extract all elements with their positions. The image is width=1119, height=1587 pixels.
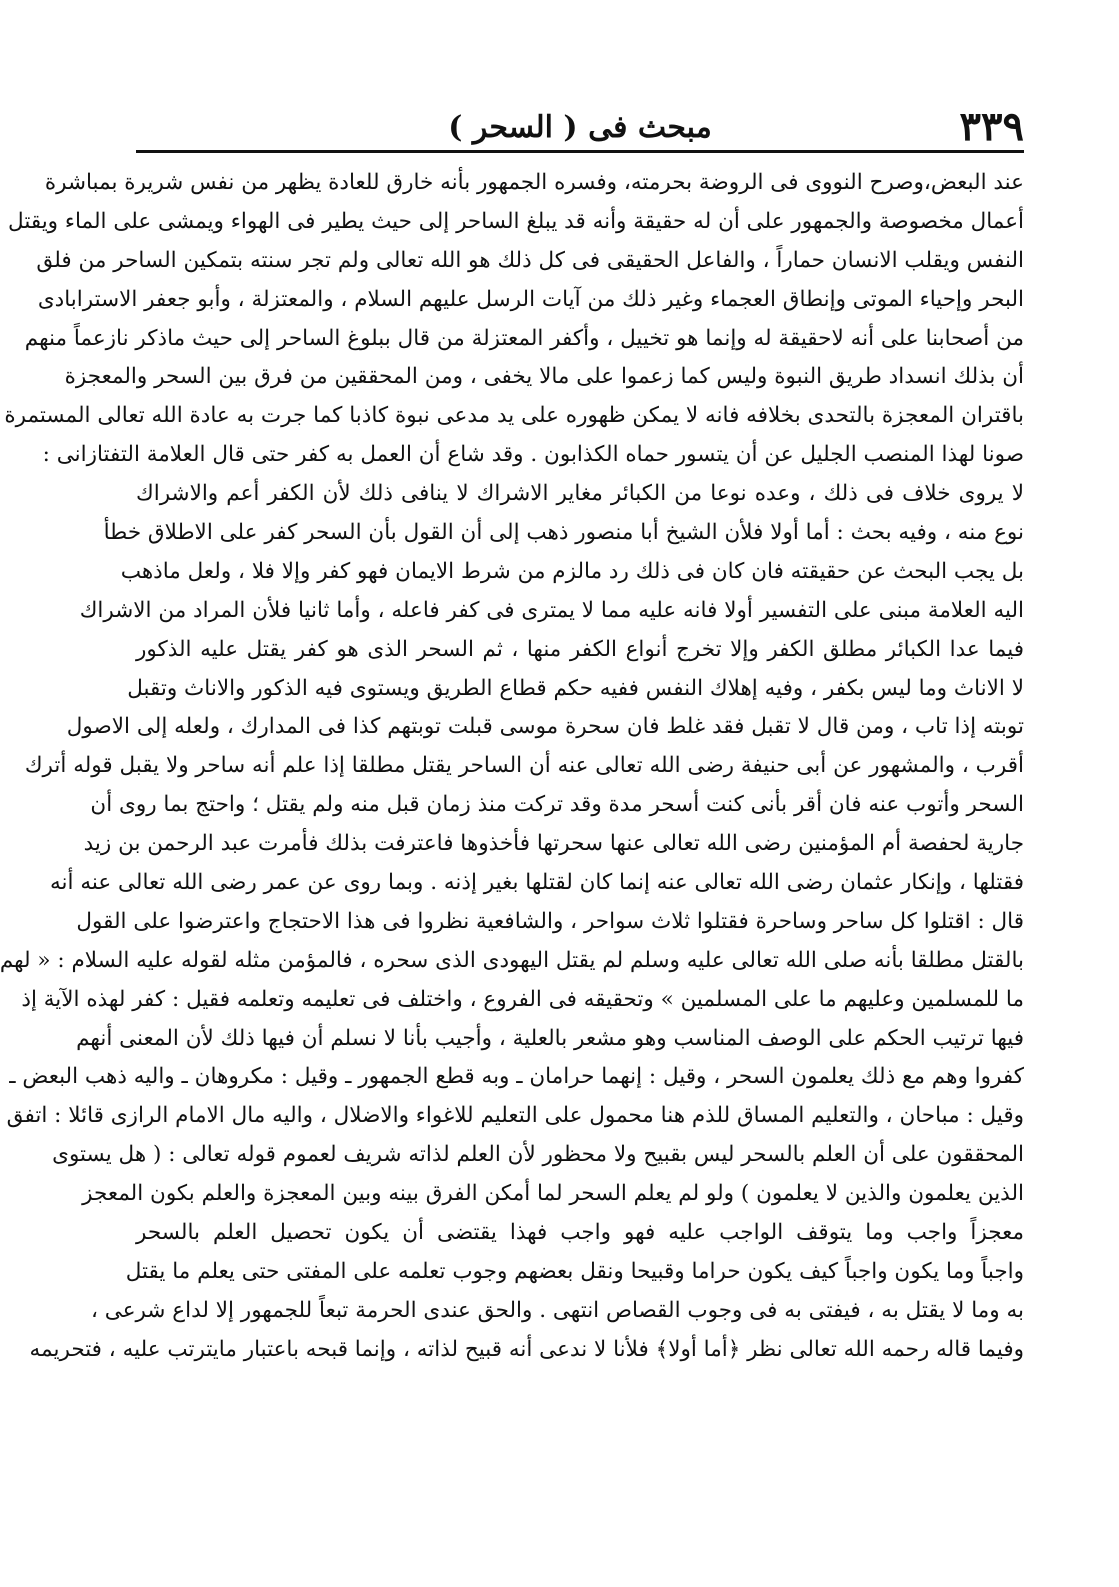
text-line: باقتران المعجزة بالتحدى بخلافه فانه لا يمكن ظهوره على يد مدعى نبوة كاذبا كما جرت به عادة الله تعالى المستمرة	[4, 403, 1024, 429]
text-line: فقتلها ، وإنكار عثمان رضى الله تعالى عنه إنما كان لقتلها بغير إذنه . وبما روى عن عمر رضى الله تعالى عنه أنه	[50, 870, 1024, 896]
running-title: مبحث فى ( السحر )	[448, 110, 712, 145]
text-line: عند البعض،وصرح النووى فى الروضة بحرمته، وفسره الجمهور بأنه خارق للعادة يظهر من نفس شريرة بمباشرة	[44, 170, 1024, 195]
text-line: السحر وأتوب عنه فان أقر بأنى كنت أسحر مدة وقد تركت منذ زمان قبل منه ولم يقتل ؛ واحتج بما روى أن	[90, 792, 1024, 818]
text-line: المحققون على أن العلم بالسحر ليس بقبيح ولا محظور لأن العلم لذاته شريف لعموم قوله تعالى : ( هل يستوى	[52, 1142, 1024, 1168]
text-line: صونا لهذا المنصب الجليل عن أن يتسور حماه الكذابون . وقد شاع أن العمل به كفر حتى قال العلامة التفتازانى :	[42, 442, 1024, 468]
text-line: معجزاً واجب وما يتوقف الواجب عليه فهو واجب فهذا يقتضى أن يكون تحصيل العلم بالسحر	[136, 1220, 1024, 1246]
text-line: وقيل : مباحان ، والتعليم المساق للذم هنا محمول على التعليم للاغواء والاضلال ، واليه مال الامام الرازى قائلا : اتفق	[6, 1103, 1024, 1129]
text-line: أقرب ، والمشهور عن أبى حنيفة رضى الله تعالى عنه أن الساحر يقتل مطلقا إذا علم أنه ساحر ولا يقبل قوله أترك	[24, 753, 1024, 779]
text-line: الذين يعلمون والذين لا يعلمون ) ولو لم يعلم السحر لما أمكن الفرق بينه وبين المعجزة والعلم بكون المعجز	[82, 1181, 1024, 1207]
text-line: البحر وإحياء الموتى وإنطاق العجماء وغير ذلك من آيات الرسل عليهم السلام ، والمعتزلة ، وأبو جعفر الاسترابادى	[37, 286, 1024, 312]
text-line: أعمال مخصوصة والجمهور على أن له حقيقة وأنه قد يبلغ الساحر إلى حيث يطير فى الهواء ويمشى على الماء ويقتل	[8, 208, 1024, 234]
page-header	[136, 104, 1024, 150]
text-line: فيها ترتيب الحكم على الوصف المناسب وهو مشعر بالعلية ، وأجيب بأنا لا نسلم أن فيها ذلك لأن المعنى أنهم	[76, 1025, 1024, 1051]
text-line: اليه العلامة مبنى على التفسير أولا فانه عليه مما لا يمترى فى كفر فاعله ، وأما ثانيا فلأن المراد من الاشراك	[79, 597, 1024, 623]
text-line: بل يجب البحث عن حقيقته فان كان فى ذلك رد مالزم من شرط الايمان فهو كفر وإلا فلا ، ولعل ماذهب	[120, 558, 1024, 584]
text-line: توبته إذا تاب ، ومن قال لا تقبل فقد غلط فان سحرة موسى قبلت توبتهم كذا فى المدارك ، ولعله إلى الاصول	[66, 714, 1024, 740]
text-line: لا يروى خلاف فى ذلك ، وعده نوعا من الكبائر مغاير الاشراك لا ينافى ذلك لأن الكفر أعم والاشراك	[136, 481, 1024, 507]
text-line: قال : اقتلوا كل ساحر وساحرة فقتلوا ثلاث سواحر ، والشافعية نظروا فى هذا الاحتجاج واعترضوا على القول	[76, 908, 1024, 934]
text-line: فيما عدا الكبائر مطلق الكفر وإلا تخرج أنواع الكفر منها ، ثم السحر الذى هو كفر يقتل عليه الذكور	[136, 636, 1024, 662]
text-line: بالقتل مطلقا بأنه صلى الله تعالى عليه وسلم لم يقتل اليهودى الذى سحره ، فالمؤمن مثله لقوله عليه السلام : « لهم	[0, 947, 1024, 973]
text-line: جارية لحفصة أم المؤمنين رضى الله تعالى عنها سحرتها فأخذوها فاعترفت بذلك فأمرت عبد الرحمن بن زيد	[83, 831, 1024, 857]
body-text	[0, 164, 1024, 1370]
text-line: لا الاناث وما ليس بكفر ، وفيه إهلاك النفس ففيه حكم قطاع الطريق ويستوى فيه الذكور والاناث وتقبل	[127, 675, 1024, 701]
text-line: وفيما قاله رحمه الله تعالى نظر ﴿أما أولا﴾ فلأنا لا ندعى أنه قبيح لذاته ، وإنما قبحه باعتبار مايترتب عليه ، فتحريمه	[29, 1336, 1024, 1362]
text-line: النفس ويقلب الانسان حماراً ، والفاعل الحقيقى فى كل ذلك هو الله تعالى ولم تجر سنته بتمكين الساحر من فلق	[36, 247, 1024, 273]
page-number: ٣٣٩	[959, 103, 1024, 150]
header-divider	[136, 150, 1024, 153]
text-line: ما للمسلمين وعليهم ما على المسلمين » وتحقيقه فى الفروع ، واختلف فى تعليمه وتعلمه فقيل : كفر لهذه الآية إذ	[21, 986, 1024, 1012]
text-line: من أصحابنا على أنه لاحقيقة له وإنما هو تخييل ، وأكفر المعتزلة من قال ببلوغ الساحر إلى حيث ماذكر نازعماً منهم	[24, 325, 1024, 351]
text-line: نوع منه ، وفيه بحث : أما أولا فلأن الشيخ أبا منصور ذهب إلى أن القول بأن السحر كفر على الاطلاق خطأ	[103, 520, 1024, 546]
text-line: أن بذلك انسداد طريق النبوة وليس كما زعموا على مالا يخفى ، ومن المحققين من فرق بين السحر والمعجزة	[64, 364, 1024, 390]
text-line: به وما لا يقتل به ، فيفتى به فى وجوب القصاص انتهى . والحق عندى الحرمة تبعاً للجمهور إلا لداع شرعى ،	[91, 1297, 1024, 1323]
text-line: واجباً وما يكون واجباً كيف يكون حراما وقبيحا ونقل بعضهم وجوب تعلمه على المفتى حتى يعلم ما يقتل	[125, 1258, 1024, 1284]
text-line: كفروا وهم مع ذلك يعلمون السحر ، وقيل : إنهما حرامان ـ وبه قطع الجمهور ـ وقيل : مكروهان ـ واليه ذهب البعض ـ	[9, 1064, 1024, 1090]
